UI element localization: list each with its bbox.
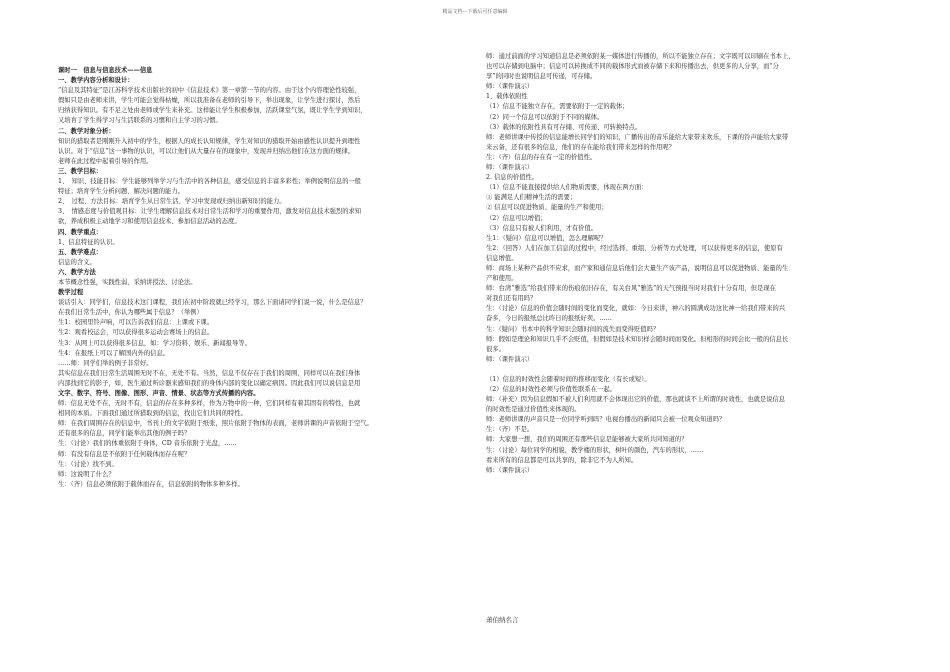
text-line: 相同的本质。下面我们通过所猎取到的信息，找出它们共同的特性。 [58, 410, 247, 418]
section-heading: 三、教学目标： [58, 167, 103, 175]
section-heading: 六、教学方法 [58, 268, 96, 276]
text-line: 生2：（回答）人们在加工信息的过程中，经过选择、重组、分析等方式处理，可以获得更多的信息，使原有 [486, 244, 783, 252]
section-heading: 教学过程 [58, 289, 84, 297]
text-line: 1、信息特征的认识。 [58, 238, 119, 246]
text-line: 师：老师讲课中传授的信息能增长同学们的知识，广播传出的音乐能给大家带来欢乐，下课的铃声能给大家带 [486, 133, 789, 141]
text-line: 老师在此过程中起着引导的作用。 [58, 157, 153, 165]
text-line: 师：有没有信息是不依附于任何载体而存在呢？ [58, 450, 191, 458]
text-line: 生1：校园里铃声响，可以告诉我们信息：上课或下课。 [58, 319, 214, 327]
text-line: （3）载体的依附性具有可存储、可传递、可转换特点。 [486, 123, 642, 131]
page-header: 精品文档---下载后可任意编辑 [442, 9, 508, 15]
text-line: 生：（讨论）我们的体重依附于身体，CD 音乐依附于光盘，…… [58, 440, 237, 448]
text-line: 师：商场上某种产品供不应求，而产家和通信息后他们会大量生产该产品，说明信息可以促进物质、能量的生 [486, 264, 789, 272]
text-line: 师：台湾“雅选”给我们带来的伤痕依旧存在，有关台风“雅选”的天气预报当时对我们十分有用，但是现在 [486, 285, 776, 293]
text-line: 师：这说明了什么？ [58, 470, 115, 478]
section-heading: 文字、数字、符号、图像、图形、声音、情景、状态等方式传播的内容。 [58, 390, 260, 397]
text-line: 2、 过程、方法目标：培育学生从日常生活、学习中发现或归纳出新知识的能力。 [58, 198, 286, 206]
text-line: 奋多，今日的报纸总比昨日的报纸好卖。…… [486, 315, 612, 323]
text-line: （3）信息只有被人们利用，才有价值。 [486, 224, 598, 232]
section-heading: 五、教学难点： [58, 248, 103, 256]
text-line: 1、 知识、技能目标：学生能够列举学习与生活中的各种信息，感受信息的丰富多彩性；举例说明信息的一般 [58, 178, 362, 186]
blank-line [486, 365, 906, 375]
text-line: 生2：观看校运会，可以获得很多运动会赛场上的信息。 [58, 329, 214, 337]
text-line: 师：假如是理论和知识几乎不会贬值，但假如是技术知识样会随时间而变化。但相形的时间会比一般的信息长 [486, 335, 789, 343]
text-line: 本节概念性强，实践性弱，采纳讲授法、讨论法。 [58, 278, 197, 286]
text-line: （2）信息的时效性必须与价值性联系在一起。 [486, 386, 616, 393]
text-line: 生：（齐）不是。 [486, 426, 534, 434]
text-line: 师：（课件演示） [486, 164, 534, 172]
text-line: 师：（课件演示） [486, 466, 534, 474]
text-line: 认识。对于“信息”这一事物的认识，可以让他们从大量存在的现象中，发现并归纳出他们在这方面的规律。 [58, 147, 355, 155]
text-line: ② 信息可以促进物质、能量的生产和使用； [486, 204, 608, 212]
section-heading: 四、教学重点： [58, 228, 103, 236]
text-line: 对我们还有用吗？ [486, 295, 537, 303]
text-line: （2）同一个信息可以依附于不同的媒体。 [486, 113, 604, 121]
text-line: 生：（齐）信息的存在有一定的价值性。 [486, 153, 597, 161]
section-heading: 二、教学对象分析： [58, 127, 115, 135]
left-column [58, 66, 466, 490]
text-line: 归纳获得知识。有不足之处由老师或学生来补充。这样能让学生积极参加，活跃课堂气氛，既让学生学到知识， [58, 107, 367, 115]
text-line: 特征；培育学生分析问题、解决问题的能力。 [58, 188, 184, 196]
text-line: 信息增值。 [486, 254, 518, 262]
text-line: 师：老师讲课的声音只是一位同学听到吗？电视台播出的新闻只会被一位观众知道吗？ [486, 416, 726, 424]
text-line: “信息及其特征”是江苏科学技术出版社的初中《信息技术》第一章第一节的内容。由于这个内容理论性较强， [58, 87, 361, 95]
text-line: 师：（课件演示） [486, 355, 534, 363]
text-line: ……师：同学们举的例子非常好。 [58, 359, 153, 367]
text-line: 来云备，还有很多的信息，他们的存在能给我们带来怎样的作用呢？ [486, 143, 675, 151]
text-line: 师：在我们周围存在的信息中，书刊上的文字依附于纸张，照片依附于物体的表面，老师讲课的声音依附于空气。 [58, 420, 373, 428]
text-line: （1）信息不能直接提供给人们物质需要，体现在两方面： [486, 184, 648, 192]
right-column [486, 52, 906, 476]
text-line: 生3：从网上可以获得很多信息，如：学习资料、娱乐、新闻报导等。 [58, 339, 251, 347]
text-line: 生：（齐）信息必须依附于载体而存在，信息依附的物体多种多样。 [58, 480, 244, 488]
text-line: 生：（疑问）书本中的科学知识会随时间的流失而变得贬值吗？ [486, 325, 660, 333]
text-line: 师：（补充）因为信息假如不被人们利用就不会体现出它的价值，那也就谈不上所谓的时效性，也就是说信息 [486, 396, 786, 404]
text-line: 3、 情感态度与价值观目标：让学生理解信息技术对日常生活和学习的重要作用，激发对信息技术强烈的求知 [58, 208, 362, 216]
text-line: 生4：在报纸上可以了解国内外的信息。 [58, 349, 170, 357]
text-line: 信息的含义。 [58, 258, 96, 266]
text-line: 生：（讨论）信息的价值会随时间的变化而变化，就如：今日来讲，神六的圆满成功这比神一给我们带来的兴 [486, 305, 786, 313]
text-line: 生1：（疑问）信息可以增值，怎么理解呢？ [486, 234, 607, 242]
text-line: 生：（讨论）找不到。 [58, 460, 118, 468]
text-line: 看来所有的信息都是可以共享的，除非它不为人所知。 [486, 456, 638, 464]
text-line: 假如只是由老师来讲，学生可能会觉得枯燥，所以我准备在老师的引导下，举出现象，让学生进行探讨，然后 [58, 97, 361, 105]
text-line: 师：信息无处不在，无时不有，信息的存在多种多样，作为万物中的一种，它们同样有着其固有的特性，也就 [58, 400, 361, 408]
text-line: 在我们日常生活中，你认为哪些属于信息？（举例） [58, 309, 203, 317]
text-line: 师：通过前面的学习知道信息是必须依附某一媒体进行传播的，所以不能独立存在；文字既可以印刷在书本上， [486, 53, 795, 60]
text-line: 1、载体依附性 [486, 93, 528, 101]
text-line: 产和使用。 [486, 275, 518, 283]
text-line: 又培育了学生得学习与生活联系的习惯和自主学习的习惯。 [58, 117, 222, 125]
text-line: 享”的同时也说明信息可传递，可存储。 [486, 73, 597, 81]
text-line: 谈话引入：同学们，信息技术这门课程，我们在初中阶段就已经学习，那么下面请同学们说一说，什么是信息？ [58, 299, 367, 307]
text-line: 生：（讨论）每位同学的相貌，教学楼的形状，树叶的颜色，汽车的形状，…… [486, 446, 704, 454]
text-line: 2. 信息的价值性。 [486, 174, 539, 182]
text-line: 师：大家想一想，我们的周围还有那些信息是能够被大家所共同知道的？ [486, 436, 688, 444]
section-heading: 课时一 信息与信息技术——信息 [58, 67, 153, 74]
section-heading: 一、教学内容分析和设计： [58, 77, 134, 85]
text-line: （2）信息可以增值； [486, 214, 547, 222]
text-line: 欲，养成积极主动地学习和使用信息技术、参加信息活动的态度。 [58, 218, 241, 226]
page-footer: 萧伯纳名言 [486, 616, 519, 624]
text-line: ① 能满足人们精神生活的需要； [486, 194, 577, 202]
text-line: 也可以存储到电脑中；信息可以转换成不同的载体形式而被存储下来和传播出去，供更多的人分享，而“分 [486, 63, 779, 71]
text-line: 师：（课件演示） [486, 83, 534, 91]
text-line: 其实信息在我们日常生活周围无时不在，无处不有。当然，信息不仅存在于我们的周围，同样可以在我们身体 [58, 369, 361, 377]
text-line: 内部找到它的影子，如，医生通过听诊器来感知我们的身体内部的变化以确定病因。因此我们可以说信息是用 [58, 379, 361, 387]
text-line: 知识的猎取者是刚刚升入初中的学生，根据人的成长认知规律，学生对知识的猎取开始由感性认识提升到理性 [58, 137, 361, 145]
text-line: 的时效性是通过价值性来体现的。 [486, 406, 581, 414]
text-line: （1）信息的时效性会随着时间的推移而变化（有长或短）。 [486, 375, 651, 383]
text-line: （1）信息不能独立存在，需要依附于一定的载体； [486, 103, 629, 111]
text-line: 还有很多的信息，同学们能举出其他的例子吗？ [58, 430, 191, 438]
text-line: 很多。 [486, 345, 505, 353]
